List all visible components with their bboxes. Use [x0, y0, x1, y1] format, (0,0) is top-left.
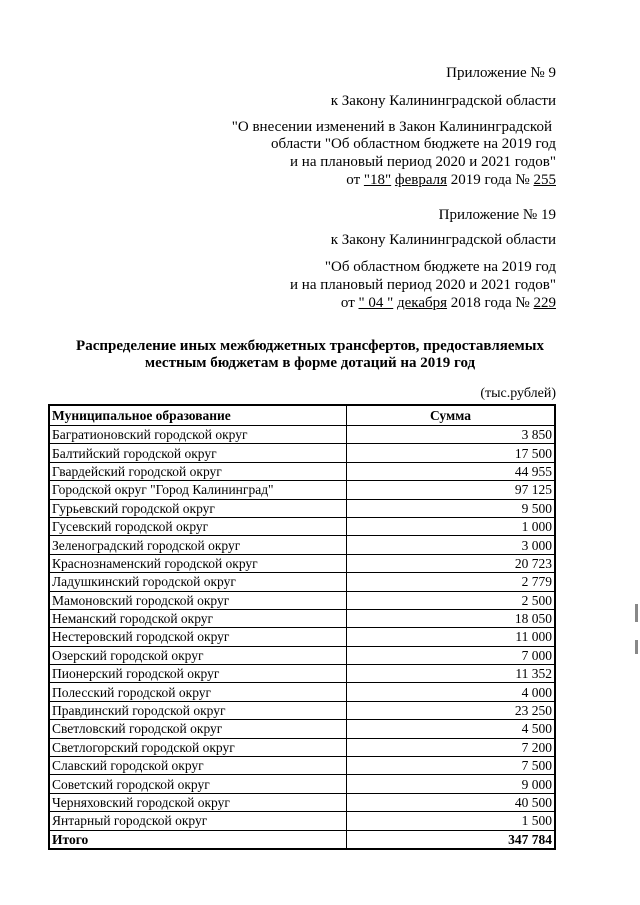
column-header-sum: Сумма — [347, 405, 556, 426]
transfer-sum: 18 050 — [347, 609, 556, 627]
municipality-name: Мамоновский городской округ — [49, 591, 347, 609]
table-row — [49, 481, 555, 499]
transfer-sum: 4 000 — [347, 683, 556, 701]
table-row — [49, 591, 555, 609]
table-body — [49, 426, 555, 831]
title-line1: Распределение иных межбюджетных трансфертов, предоставляемых — [76, 338, 544, 354]
appendix-9-date — [346, 171, 556, 189]
municipality-name: Правдинский городской округ — [49, 701, 347, 719]
transfer-sum: 44 955 — [347, 462, 556, 480]
transfer-sum: 9 000 — [347, 775, 556, 793]
table-row — [49, 738, 555, 756]
municipality-name: Светлогорский городской округ — [49, 738, 347, 756]
municipality-name: Гурьевский городской округ — [49, 499, 347, 517]
municipality-name: Неманский городской округ — [49, 609, 347, 627]
scan-edge-mark — [635, 604, 638, 622]
law-number: 255 — [533, 172, 556, 188]
date-prefix: от — [346, 172, 364, 188]
total-label: Итого — [49, 830, 347, 849]
table-row — [49, 775, 555, 793]
appendix-19-label: Приложение № 19 — [438, 207, 556, 223]
table-row — [49, 720, 555, 738]
transfers-table — [48, 404, 556, 850]
table-row — [49, 757, 555, 775]
date-prefix: от — [340, 295, 359, 311]
table-header-row — [49, 405, 555, 426]
table-row — [49, 536, 555, 554]
municipality-name: Советский городской округ — [49, 775, 347, 793]
table-row — [49, 444, 555, 462]
transfer-sum: 11 000 — [347, 628, 556, 646]
municipality-name: Зеленоградский городской округ — [49, 536, 347, 554]
municipality-name: Городской округ "Город Калининград" — [49, 481, 347, 499]
title-line2: местным бюджетам в форме дотаций на 2019 год — [144, 355, 476, 371]
table-row — [49, 554, 555, 572]
scan-edge-mark — [635, 640, 638, 654]
transfer-sum: 2 500 — [347, 591, 556, 609]
transfer-sum: 3 000 — [347, 536, 556, 554]
municipality-name: Нестеровский городской округ — [49, 628, 347, 646]
units-label: (тыс.рублей) — [480, 386, 556, 401]
transfer-sum: 3 850 — [347, 426, 556, 444]
appendix-19-line1: "Об областном бюджете на 2019 год — [324, 259, 556, 275]
transfer-sum: 17 500 — [347, 444, 556, 462]
table-row — [49, 573, 555, 591]
transfer-sum: 1 500 — [347, 812, 556, 830]
table-row — [49, 609, 555, 627]
municipality-name: Янтарный городской округ — [49, 812, 347, 830]
transfer-sum: 11 352 — [347, 665, 556, 683]
transfer-sum: 20 723 — [347, 554, 556, 572]
table-row — [49, 499, 555, 517]
table-row — [49, 665, 555, 683]
appendix-9-line2: области "Об областном бюджете на 2019 год — [271, 136, 556, 152]
table-row — [49, 701, 555, 719]
total-row — [49, 830, 555, 849]
total-sum: 347 784 — [347, 830, 556, 849]
transfer-sum: 7 500 — [347, 757, 556, 775]
municipality-name: Озерский городской округ — [49, 646, 347, 664]
municipality-name: Балтийский городской округ — [49, 444, 347, 462]
appendix-19-line2: и на плановый период 2020 и 2021 годов" — [290, 277, 556, 293]
transfer-sum: 40 500 — [347, 793, 556, 811]
table-row — [49, 646, 555, 664]
municipality-name: Багратионовский городской округ — [49, 426, 347, 444]
transfer-sum: 23 250 — [347, 701, 556, 719]
appendix-9-line3: и на плановый период 2020 и 2021 годов" — [290, 154, 556, 170]
municipality-name: Светловский городской округ — [49, 720, 347, 738]
date-day: "18" — [363, 172, 392, 188]
municipality-name: Гвардейский городской округ — [49, 462, 347, 480]
date-month: февраля — [394, 172, 448, 188]
municipality-name: Пионерский городской округ — [49, 665, 347, 683]
transfer-sum: 4 500 — [347, 720, 556, 738]
date-year: 2019 года № — [447, 172, 534, 188]
transfer-sum: 9 500 — [347, 499, 556, 517]
municipality-name: Краснознаменский городской округ — [49, 554, 347, 572]
municipality-name: Черняховский городской округ — [49, 793, 347, 811]
table-row — [49, 683, 555, 701]
document-title — [40, 338, 580, 372]
transfer-sum: 7 200 — [347, 738, 556, 756]
municipality-name: Полесский городской округ — [49, 683, 347, 701]
date-day: " 04 " — [358, 295, 394, 311]
table-row — [49, 462, 555, 480]
table-row — [49, 628, 555, 646]
transfer-sum: 97 125 — [347, 481, 556, 499]
table-row — [49, 793, 555, 811]
appendix-19-law: к Закону Калининградской области — [330, 232, 556, 248]
transfer-sum: 1 000 — [347, 517, 556, 535]
table-row — [49, 517, 555, 535]
column-header-municipality: Муниципальное образование — [49, 405, 347, 426]
law-number: 229 — [533, 295, 556, 311]
date-year: 2018 года № — [447, 295, 534, 311]
date-month: декабря — [397, 295, 448, 311]
table-row — [49, 812, 555, 830]
appendix-9-law: к Закону Калининградской области — [330, 93, 556, 109]
municipality-name: Ладушкинский городской округ — [49, 573, 347, 591]
table-row — [49, 426, 555, 444]
municipality-name: Гусевский городской округ — [49, 517, 347, 535]
appendix-9-label: Приложение № 9 — [446, 65, 556, 81]
appendix-19-date — [341, 294, 556, 312]
appendix-9-line1: "О внесении изменений в Закон Калининградской — [231, 119, 552, 135]
transfer-sum: 2 779 — [347, 573, 556, 591]
municipality-name: Славский городской округ — [49, 757, 347, 775]
transfer-sum: 7 000 — [347, 646, 556, 664]
